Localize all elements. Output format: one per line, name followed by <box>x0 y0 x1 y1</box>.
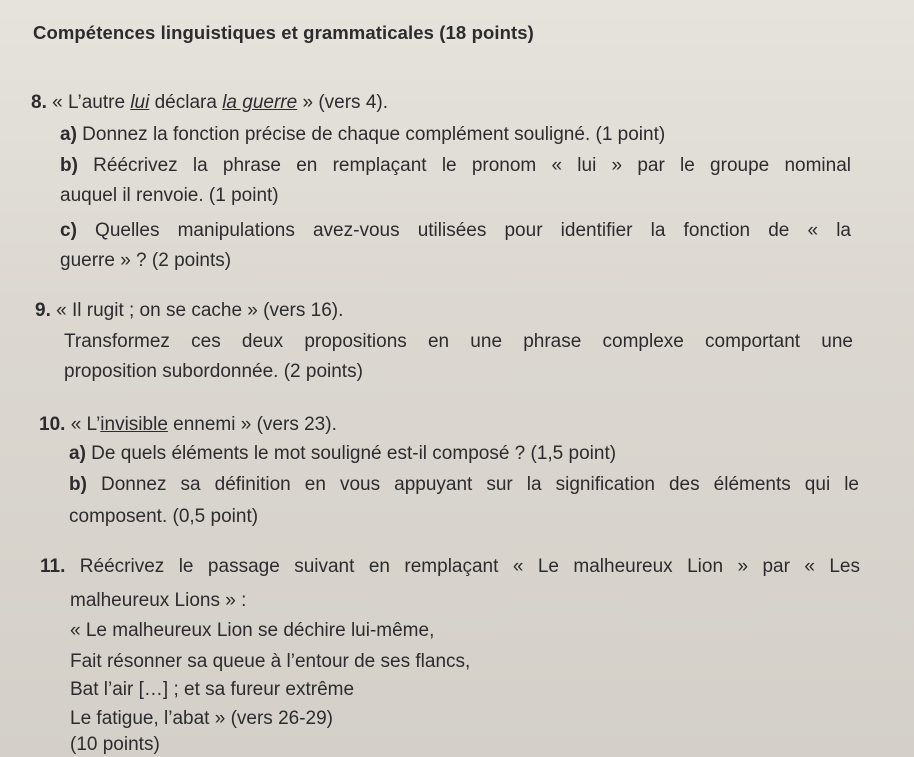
q9-heading <box>35 300 343 322</box>
q8-underlined-lui: lui <box>130 92 150 113</box>
q8-c-line1 <box>60 220 851 242</box>
q10-underlined-invisible: invisible <box>100 414 168 435</box>
q11-verse4: Le fatigue, l’abat » (vers 26-29) <box>70 708 333 729</box>
q11-verse2: Fait résonner sa queue à l’entour de ses flancs, <box>70 651 471 672</box>
q10-a-label: a) <box>69 443 86 464</box>
q8-c-line2: guerre » ? (2 points) <box>60 250 232 271</box>
q8-a-text: Donnez la fonction précise de chaque complément souligné. (1 point) <box>76 124 666 145</box>
q8-quote-open: « L’autre <box>52 92 131 113</box>
q8-number: 8. <box>31 92 47 113</box>
q8-a-label: a) <box>60 124 77 145</box>
q9-quote: « Il rugit ; on se cache » (vers 16). <box>50 300 344 321</box>
q9-line2: proposition subordonnée. (2 points) <box>64 361 363 382</box>
q8-b-text1: Réécrivez la phrase en remplaçant le pronom « lui » par le groupe nominal <box>77 155 851 176</box>
q8-b-line1 <box>60 155 851 177</box>
q8-b-label: b) <box>60 155 78 176</box>
q9-number: 9. <box>35 300 51 321</box>
q11-line1 <box>40 556 860 578</box>
q8-quote-mid: déclara <box>149 92 223 113</box>
q8-underlined-la-guerre: la guerre <box>222 92 298 113</box>
q11-number: 11. <box>40 556 66 577</box>
q10-b-text1: Donnez sa définition en vous appuyant sur la signification des éléments qui le <box>86 474 859 495</box>
q8-b-line2: auquel il renvoie. (1 point) <box>60 185 279 206</box>
q10-b-label: b) <box>69 474 87 495</box>
q10-b-line2: composent. (0,5 point) <box>69 506 259 527</box>
q8-quote-close: » (vers 4). <box>297 92 389 113</box>
q8-c-label: c) <box>60 220 77 241</box>
q11-points: (10 points) <box>70 734 160 755</box>
q8-a <box>60 124 665 146</box>
section-title: Compétences linguistiques et grammaticales (18 points) <box>33 22 534 43</box>
q10-a <box>69 443 616 465</box>
q11-verse3: Bat l’air […] ; et sa fureur extrême <box>70 679 355 700</box>
q11-verse1: « Le malheureux Lion se déchire lui-même, <box>70 620 435 641</box>
q11-text1: Réécrivez le passage suivant en remplaçant « Le malheureux Lion » par « Les <box>65 556 860 577</box>
q9-line1: Transformez ces deux propositions en une phrase complexe comportant une <box>64 331 853 352</box>
q8-c-text1: Quelles manipulations avez-vous utilisées pour identifier la fonction de « la <box>76 220 851 241</box>
q10-number: 10. <box>39 414 66 435</box>
q8-heading <box>31 92 388 114</box>
q10-b-line1 <box>69 474 859 496</box>
q10-pre: « L’ <box>65 414 101 435</box>
q10-a-text: De quels éléments le mot souligné est-il composé ? (1,5 point) <box>85 443 617 464</box>
q10-heading <box>39 414 337 436</box>
q10-post: ennemi » (vers 23). <box>167 414 337 435</box>
q11-line2: malheureux Lions » : <box>70 590 247 611</box>
